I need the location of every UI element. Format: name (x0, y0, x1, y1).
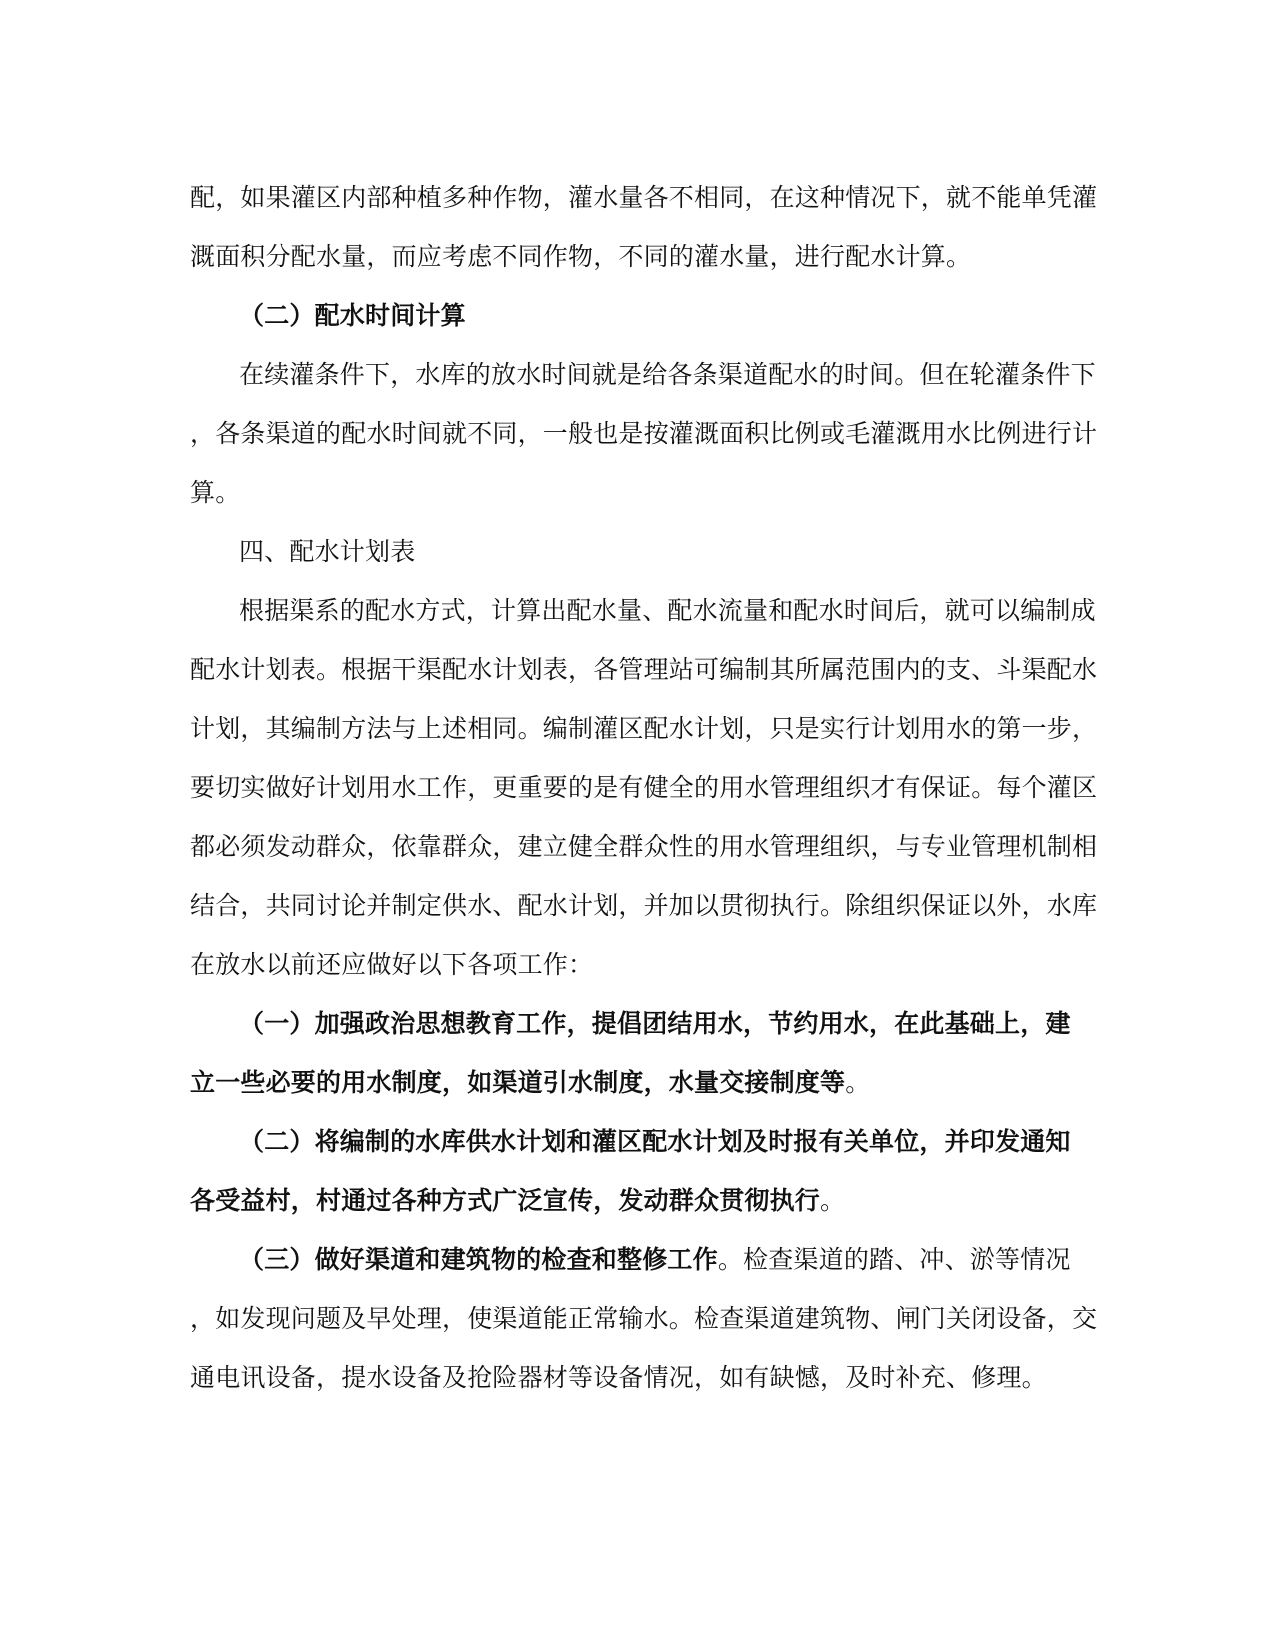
line-text: 都必须发动群众，依靠群众，建立健全群众性的用水管理组织，与专业管理机制相 (190, 832, 1098, 861)
line-text: 算。 (190, 478, 241, 507)
body-line (190, 758, 1098, 817)
line-text: ，各条渠道的配水时间就不同，一般也是按灌溉面积比例或毛灌溉用水比例进行计 (190, 419, 1098, 448)
body-line (190, 699, 1098, 758)
list-item-1-cont (190, 1053, 1090, 1112)
line-text: 要切实做好计划用水工作，更重要的是有健全的用水管理组织才有保证。每个灌区 (190, 773, 1098, 802)
line-text: 结合，共同讨论并制定供水、配水计划，并加以贯彻执行。除组织保证以外，水库 (190, 891, 1098, 920)
line-text: 计划，其编制方法与上述相同。编制灌区配水计划，只是实行计划用水的第一步， (190, 714, 1098, 743)
line-text-bold: 各受益村，村通过各种方式广泛宣传，发动群众贯彻执行 (190, 1186, 821, 1215)
section-heading-plan-table (190, 522, 1090, 581)
line-text: 配水计划表。根据干渠配水计划表，各管理站可编制其所属范围内的支、斗渠配水 (190, 655, 1098, 684)
line-text: （二）将编制的水库供水计划和灌区配水计划及时报有关单位，并印发通知 (239, 1127, 1071, 1156)
body-line (190, 463, 1090, 522)
body-line (190, 935, 1090, 994)
list-item-1 (190, 994, 1090, 1053)
body-line (190, 1348, 1090, 1407)
line-text: ，如发现问题及早处理，使渠道能正常输水。检查渠道建筑物、闸门关闭设备，交 (190, 1304, 1098, 1333)
line-text-tail: 。检查渠道的踏、冲、淤等情况 (717, 1245, 1071, 1274)
line-text: 通电讯设备，提水设备及抢险器材等设备情况，如有缺憾，及时补充、修理。 (190, 1363, 1047, 1392)
section-heading-time-calc (190, 286, 1090, 345)
line-text: （二）配水时间计算 (239, 301, 466, 330)
line-text-bold: 立一些必要的用水制度，如渠道引水制度，水量交接制度等 (190, 1068, 846, 1097)
line-text: 溉面积分配水量，而应考虑不同作物，不同的灌水量，进行配水计算。 (190, 242, 972, 271)
body-line (190, 345, 1096, 404)
body-line (190, 404, 1098, 463)
body-line (190, 876, 1098, 935)
line-text: 在放水以前还应做好以下各项工作： (190, 950, 594, 979)
line-text-bold: （三）做好渠道和建筑物的检查和整修工作 (239, 1245, 718, 1274)
list-item-3 (190, 1230, 1090, 1289)
line-text: 配，如果灌区内部种植多种作物，灌水量各不相同，在这种情况下，就不能单凭灌 (190, 183, 1098, 212)
line-text: 四、配水计划表 (239, 537, 416, 566)
body-line (190, 227, 1090, 286)
body-line (190, 168, 1098, 227)
body-line (190, 640, 1098, 699)
body-line (190, 581, 1096, 640)
line-text: （一）加强政治思想教育工作，提倡团结用水，节约用水，在此基础上，建 (239, 1009, 1071, 1038)
list-item-2-cont (190, 1171, 1090, 1230)
line-text-tail: 。 (820, 1186, 846, 1215)
body-line (190, 1289, 1098, 1348)
line-text-tail: 。 (845, 1068, 871, 1097)
line-text: 在续灌条件下，水库的放水时间就是给各条渠道配水的时间。但在轮灌条件下 (239, 360, 1096, 389)
line-text: 根据渠系的配水方式，计算出配水量、配水流量和配水时间后，就可以编制成 (239, 596, 1096, 625)
document-page (190, 168, 1098, 1407)
list-item-2 (190, 1112, 1090, 1171)
body-line (190, 817, 1098, 876)
